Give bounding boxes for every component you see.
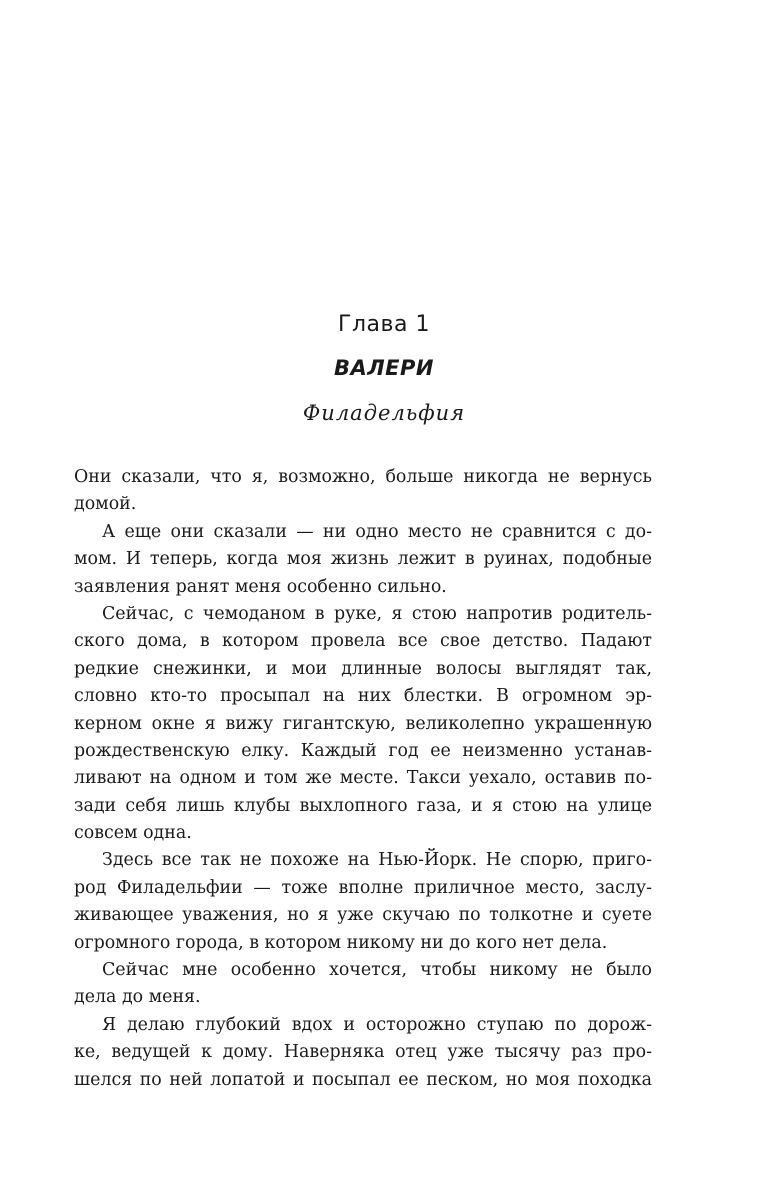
text-line: шелся по ней лопатой и посыпал ее песком, но моя походка	[74, 1069, 652, 1090]
text-line: рождественскую елку. Каждый год ее неизменно устанав-	[74, 740, 652, 761]
text-line: дела до меня.	[74, 987, 201, 1008]
chapter-location: Филадельфия	[302, 401, 466, 425]
text-line: домой.	[74, 494, 137, 515]
text-line: живающее уважения, но я уже скучаю по толкотне и суете	[74, 905, 652, 926]
text-line: редкие снежинки, и мои длинные волосы выглядят так,	[74, 658, 652, 679]
text-line: ского дома, в котором провела все свое детство. Падают	[74, 631, 652, 652]
text-line: совсем одна.	[74, 823, 192, 844]
text-line: ке, ведущей к дому. Наверняка отец уже тысячу раз про-	[74, 1042, 652, 1063]
text-line: Сейчас, с чемоданом в руке, я стою напротив родитель-	[102, 603, 652, 624]
text-line: огромного города, в котором никому ни до кого нет дела.	[74, 932, 608, 953]
text-line: керном окне я вижу гигантскую, великолепно украшенную	[74, 713, 652, 734]
text-line: Они сказали, что я, возможно, больше никогда не вернусь	[74, 467, 652, 487]
chapter-number: Глава 1	[338, 312, 430, 337]
text-line: Здесь все так не похоже на Нью-Йорк. Не спорю, приго-	[102, 850, 652, 871]
text-line: А еще они сказали — ни одно место не сравнится с до-	[102, 521, 652, 542]
text-line: ливают на одном и том же месте. Такси уехало, оставив по-	[74, 768, 652, 789]
chapter-title: ВАЛЕРИ	[333, 356, 434, 380]
text-line: заявления ранят меня особенно сильно.	[74, 576, 447, 597]
text-line: Сейчас мне особенно хочется, чтобы никому не было	[102, 960, 652, 981]
text-line: Я делаю глубокий вдох и осторожно ступаю по дорож-	[102, 1014, 652, 1035]
body-text	[74, 464, 652, 1094]
text-line: зади себя лишь клубы выхлопного газа, и я стою на улице	[74, 795, 652, 816]
text-line: род Филадельфии — тоже вполне приличное место, заслу-	[74, 877, 652, 898]
text-line: мом. И теперь, когда моя жизнь лежит в руинах, подобные	[74, 549, 652, 570]
text-line: словно кто-то просыпал на них блестки. В огромном эр-	[74, 686, 652, 707]
